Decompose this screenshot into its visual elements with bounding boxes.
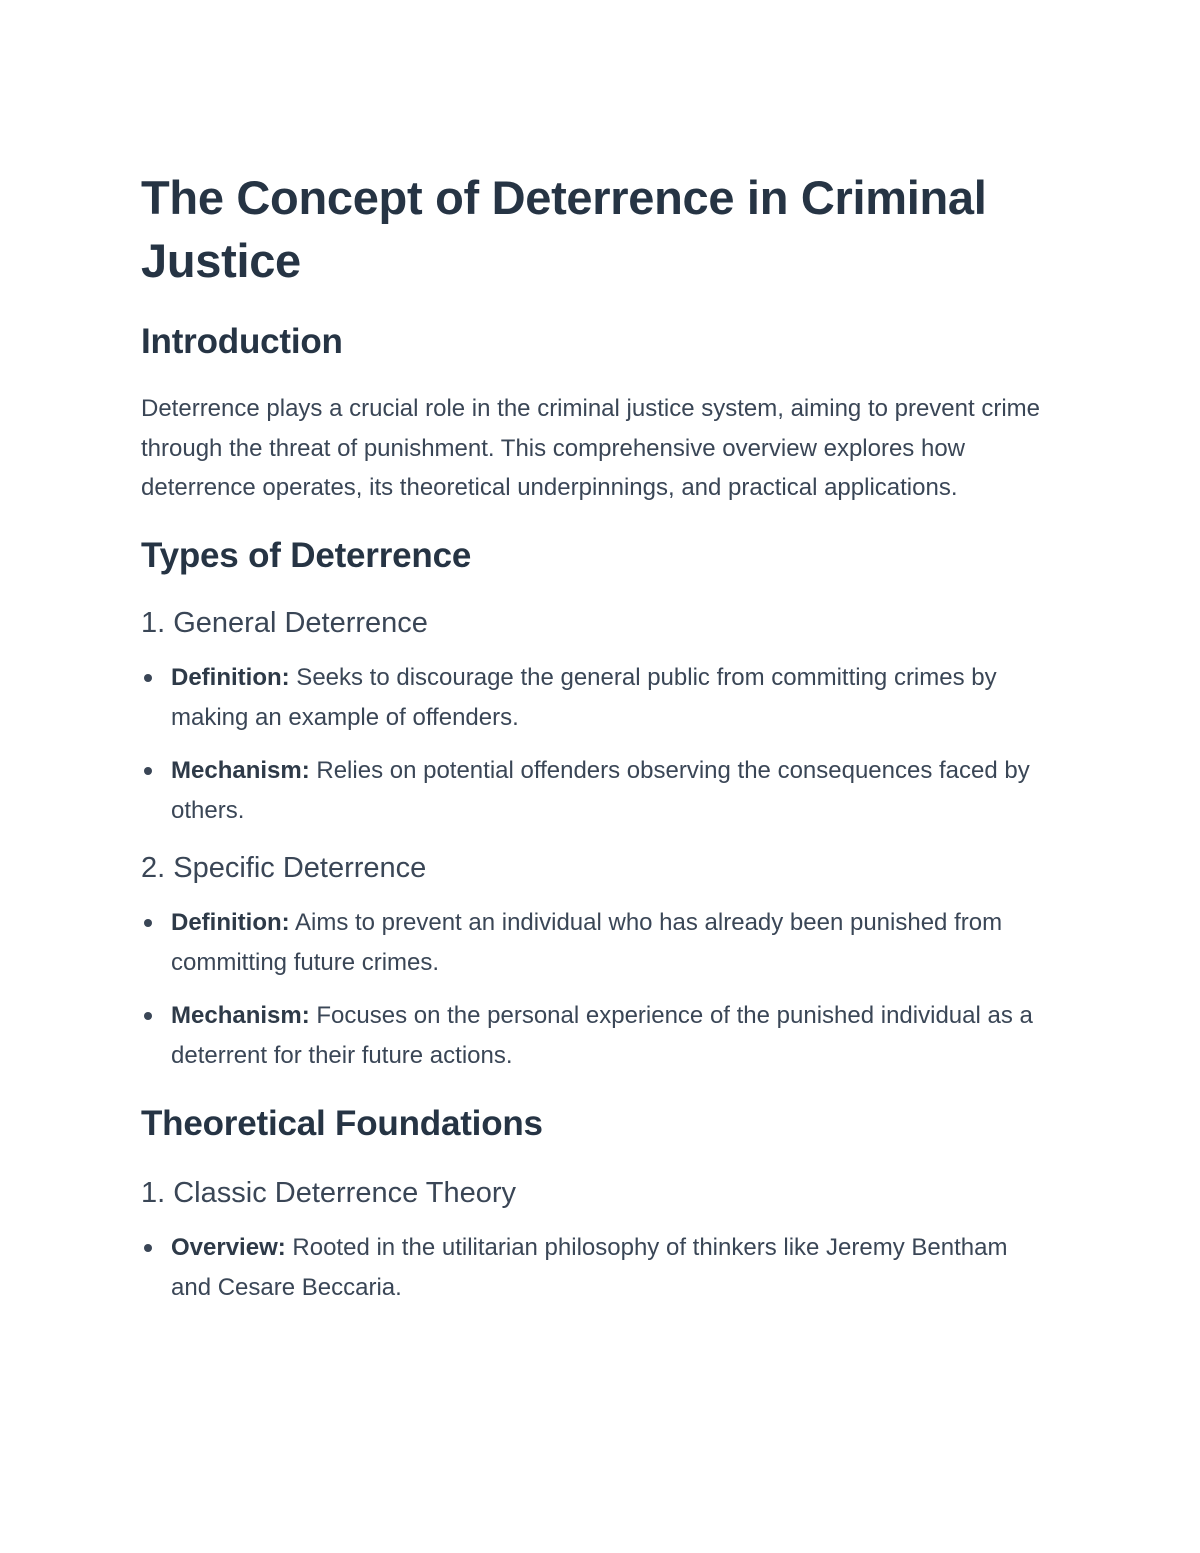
types-heading: Types of Deterrence	[141, 535, 472, 575]
list-item	[141, 996, 1050, 1076]
item-label: Mechanism:	[171, 756, 310, 784]
item-text: Rooted in the utilitarian philosophy of thinkers like Jeremy Bentham and Cesare Beccaria.	[171, 1233, 1008, 1301]
list-item	[141, 751, 1050, 831]
item-label: Definition:	[171, 908, 290, 936]
specific-deterrence-list	[141, 903, 1050, 1076]
introduction-paragraph: Deterrence plays a crucial role in the criminal justice system, aiming to prevent crime through the threat of punishment. This comprehensive overview explores how deterrence operates, its theoretical underpinnings, and practical applications.	[141, 395, 1041, 501]
bullet-icon	[144, 1012, 152, 1020]
bullet-icon	[144, 767, 152, 775]
general-deterrence-list	[141, 658, 1050, 831]
specific-deterrence-heading: 2. Specific Deterrence	[141, 851, 427, 884]
item-label: Mechanism:	[171, 1001, 310, 1029]
item-text: Aims to prevent an individual who has already been punished from committing future crimes.	[171, 908, 1003, 976]
bullet-icon	[144, 919, 152, 927]
list-item	[141, 1228, 1050, 1308]
item-text: Seeks to discourage the general public from committing crimes by making an example of offenders.	[171, 663, 997, 731]
document-title: The Concept of Deterrence in Criminal Justice	[141, 171, 987, 287]
item-label: Overview:	[171, 1233, 286, 1261]
item-text: Focuses on the personal experience of the punished individual as a deterrent for their future actions.	[171, 1001, 1033, 1069]
item-text: Relies on potential offenders observing the consequences faced by others.	[171, 756, 1030, 824]
classic-deterrence-heading: 1. Classic Deterrence Theory	[141, 1176, 517, 1209]
bullet-icon	[144, 674, 152, 682]
classic-deterrence-list	[141, 1228, 1050, 1308]
list-item	[141, 903, 1050, 983]
bullet-icon	[144, 1244, 152, 1252]
list-item	[141, 658, 1050, 738]
introduction-heading: Introduction	[141, 322, 343, 361]
item-label: Definition:	[171, 663, 290, 691]
theoretical-foundations-heading: Theoretical Foundations	[141, 1103, 543, 1143]
general-deterrence-heading: 1. General Deterrence	[141, 606, 428, 639]
